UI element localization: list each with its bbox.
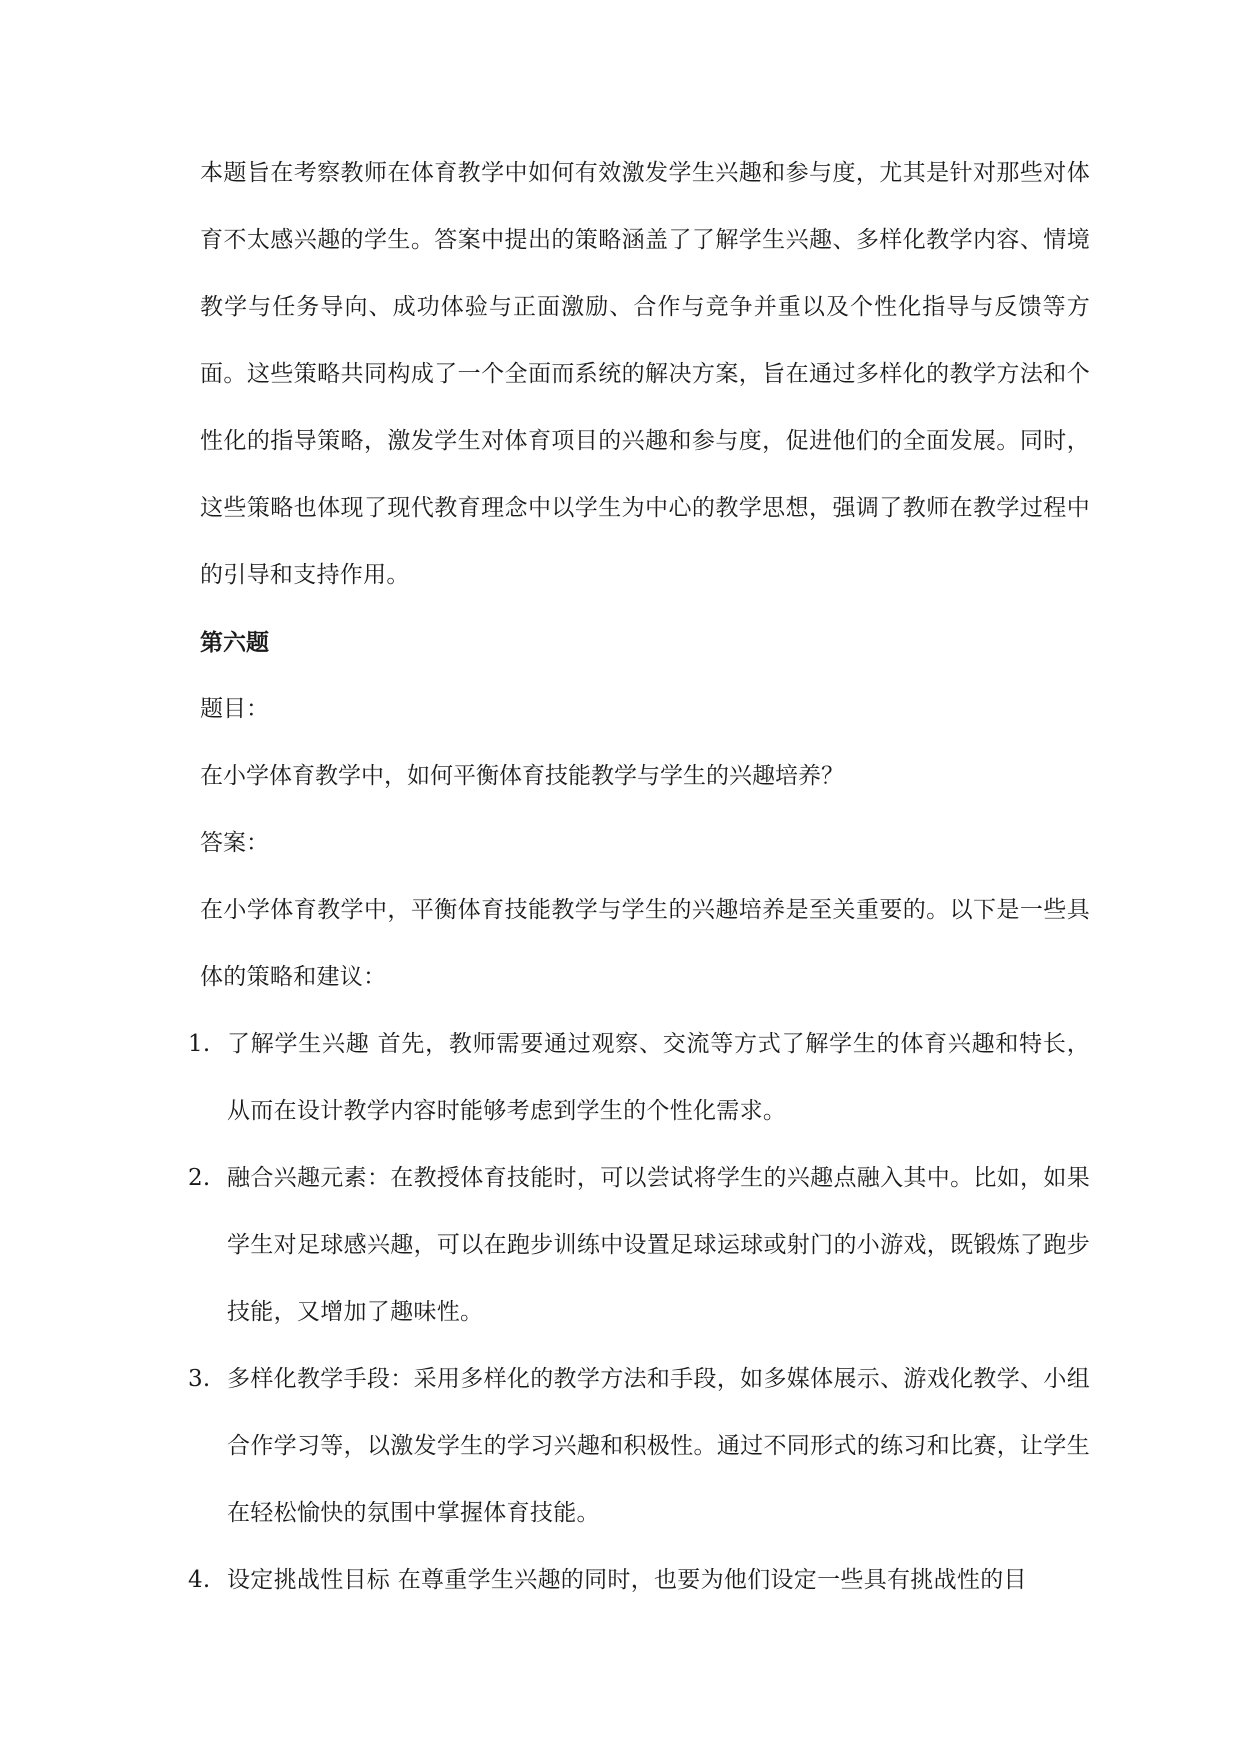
intro-paragraph: 本题旨在考察教师在体育教学中如何有效激发学生兴趣和参与度，尤其是针对那些对体育不太感兴趣的学生。答案中提出的策略涵盖了了解学生兴趣、多样化教学内容、情境教学与任务导向、成功体验与正面激励、合作与竞争并重以及个性化指导与反馈等方面。这些策略共同构成了一个全面而系统的解决方案，旨在通过多样化的教学方法和个性化的指导策略，激发学生对体育项目的兴趣和参与度，促进他们的全面发展。同时，这些策略也体现了现代教育理念中以学生为中心的教学思想，强调了教师在教学过程中的引导和支持作用。 [200, 160, 1090, 588]
document-body [188, 140, 1090, 1614]
question-text: 在小学体育教学中，如何平衡体育技能教学与学生的兴趣培养？ [200, 763, 844, 789]
list-item [188, 1346, 1090, 1547]
list-item-number: 3. [188, 1366, 211, 1392]
list-item [188, 1547, 1090, 1614]
list-item-text: 设定挑战性目标 在尊重学生兴趣的同时，也要为他们设定一些具有挑战性的目 [227, 1567, 1027, 1593]
list-item [188, 1145, 1090, 1346]
list-item-number: 1. [188, 1031, 211, 1057]
strategy-list [188, 1011, 1090, 1614]
list-item-number: 4. [188, 1567, 211, 1593]
question-label: 题目： [200, 696, 269, 722]
answer-label: 答案： [200, 830, 269, 856]
section-heading: 第六题 [200, 629, 269, 656]
list-item-number: 2. [188, 1165, 211, 1191]
list-item-text: 融合兴趣元素：在教授体育技能时，可以尝试将学生的兴趣点融入其中。比如，如果学生对足球感兴趣，可以在跑步训练中设置足球运球或射门的小游戏，既锻炼了跑步技能，又增加了趣味性。 [227, 1165, 1090, 1325]
list-item [188, 1011, 1090, 1145]
list-item-text: 了解学生兴趣 首先，教师需要通过观察、交流等方式了解学生的体育兴趣和特长，从而在设计教学内容时能够考虑到学生的个性化需求。 [227, 1031, 1090, 1124]
answer-intro: 在小学体育教学中，平衡体育技能教学与学生的兴趣培养是至关重要的。以下是一些具体的策略和建议： [200, 897, 1090, 990]
list-item-text: 多样化教学手段：采用多样化的教学方法和手段，如多媒体展示、游戏化教学、小组合作学习等，以激发学生的学习兴趣和积极性。通过不同形式的练习和比赛，让学生在轻松愉快的氛围中掌握体育技能。 [227, 1366, 1090, 1526]
